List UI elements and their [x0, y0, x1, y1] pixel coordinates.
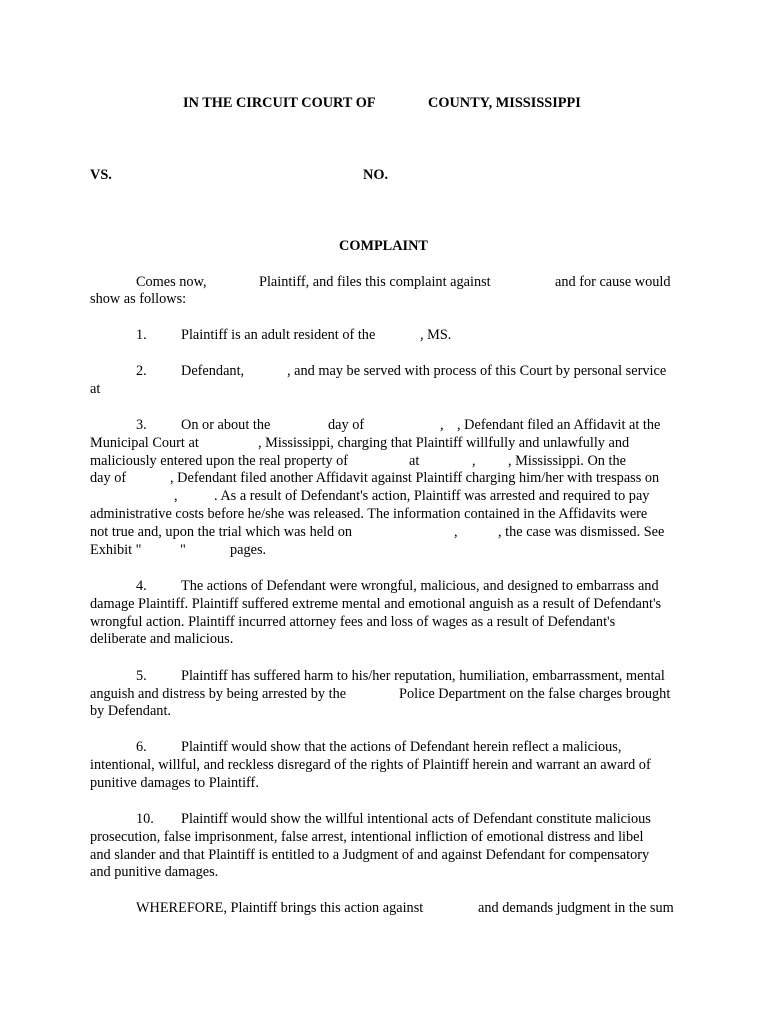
p2-line2: at: [90, 381, 101, 397]
p5-l2-a: anguish and distress by being arrested by the: [90, 686, 347, 702]
p5-number: 5.: [136, 668, 147, 684]
p2-text: , and may be served with process of this Court by personal service: [287, 363, 667, 379]
p3-l8-c: pages.: [230, 542, 267, 558]
p3-l3-b: at: [409, 453, 420, 469]
p3-l7-a: not true and, upon the trial which was held on: [90, 524, 353, 540]
p10-l3: and slander and that Plaintiff is entitled to a Judgment of and against Defendant for compensatory: [90, 847, 650, 863]
p3-l2-b: , Mississippi, charging that Plaintiff willfully and unlawfully and: [258, 435, 630, 451]
p10-number: 10.: [136, 811, 154, 827]
p2-defendant: Defendant,: [181, 363, 245, 379]
p3-l1-b: day of: [328, 417, 365, 433]
p3-l1-c: ,: [440, 417, 444, 433]
intro-plaintiff-files: Plaintiff, and files this complaint against: [259, 274, 491, 290]
vs-label: VS.: [90, 167, 112, 183]
case-number-label: NO.: [363, 167, 389, 183]
p3-l8-a: Exhibit ": [90, 542, 142, 558]
p3-l3-d: , Mississippi. On the: [508, 453, 626, 469]
p10-l2: prosecution, false imprisonment, false arrest, intentional infliction of emotional distress and libel: [90, 829, 644, 845]
p1-number: 1.: [136, 327, 147, 343]
court-heading: IN THE CIRCUIT COURT OF: [183, 95, 376, 111]
p4-number: 4.: [136, 578, 147, 594]
county-heading: COUNTY, MISSISSIPPI: [428, 95, 581, 111]
p5-l2-b: Police Department on the false charges brought: [399, 686, 671, 702]
p3-l8-b: ": [180, 542, 186, 558]
p2-number: 2.: [136, 363, 147, 379]
wherefore-a: WHEREFORE, Plaintiff brings this action against: [136, 900, 424, 916]
p3-l5-a: ,: [174, 488, 178, 504]
intro-comes-now: Comes now,: [136, 274, 207, 290]
p5-l1: Plaintiff has suffered harm to his/her reputation, humiliation, embarrassment, mental: [181, 668, 665, 684]
p6-l1: Plaintiff would show that the actions of Defendant herein reflect a malicious,: [181, 739, 622, 755]
p3-l2-a: Municipal Court at: [90, 435, 199, 451]
p6-number: 6.: [136, 739, 147, 755]
p3-l3-c: ,: [472, 453, 476, 469]
p6-l3: punitive damages to Plaintiff.: [90, 775, 259, 791]
p3-l6: administrative costs before he/she was released. The information contained in the Affidavits were: [90, 506, 648, 522]
p4-l1: The actions of Defendant were wrongful, malicious, and designed to embarrass and: [181, 578, 659, 594]
p3-l7-b: ,: [454, 524, 458, 540]
p1-text: Plaintiff is an adult resident of the: [181, 327, 376, 343]
p4-l4: deliberate and malicious.: [90, 631, 234, 647]
p3-l1-d: , Defendant filed an Affidavit at the: [457, 417, 661, 433]
p3-l4-a: day of: [90, 470, 127, 486]
p3-l4-b: , Defendant filed another Affidavit against Plaintiff charging him/her with trespass on: [170, 470, 660, 486]
p3-l3-a: maliciously entered upon the real property of: [90, 453, 349, 469]
p3-l1-a: On or about the: [181, 417, 271, 433]
p6-l2: intentional, willful, and reckless disregard of the rights of Plaintiff herein and warrant an award of: [90, 757, 651, 773]
p3-l5-b: . As a result of Defendant's action, Plaintiff was arrested and required to pay: [214, 488, 650, 504]
p10-l4: and punitive damages.: [90, 864, 219, 880]
document-title: COMPLAINT: [339, 238, 428, 254]
wherefore-b: and demands judgment in the sum: [478, 900, 674, 916]
p10-l1: Plaintiff would show the willful intentional acts of Defendant constitute malicious: [181, 811, 651, 827]
p4-l2: damage Plaintiff. Plaintiff suffered extreme mental and emotional anguish as a result of Defendant's: [90, 596, 662, 612]
p5-l3: by Defendant.: [90, 703, 171, 719]
intro-line2: show as follows:: [90, 291, 187, 307]
p3-number: 3.: [136, 417, 147, 433]
p4-l3: wrongful action. Plaintiff incurred attorney fees and loss of wages as a result of Defendant's: [90, 614, 616, 630]
intro-for-cause: and for cause would: [555, 274, 671, 290]
p3-l7-c: , the case was dismissed. See: [498, 524, 665, 540]
p1-tail: , MS.: [420, 327, 452, 343]
